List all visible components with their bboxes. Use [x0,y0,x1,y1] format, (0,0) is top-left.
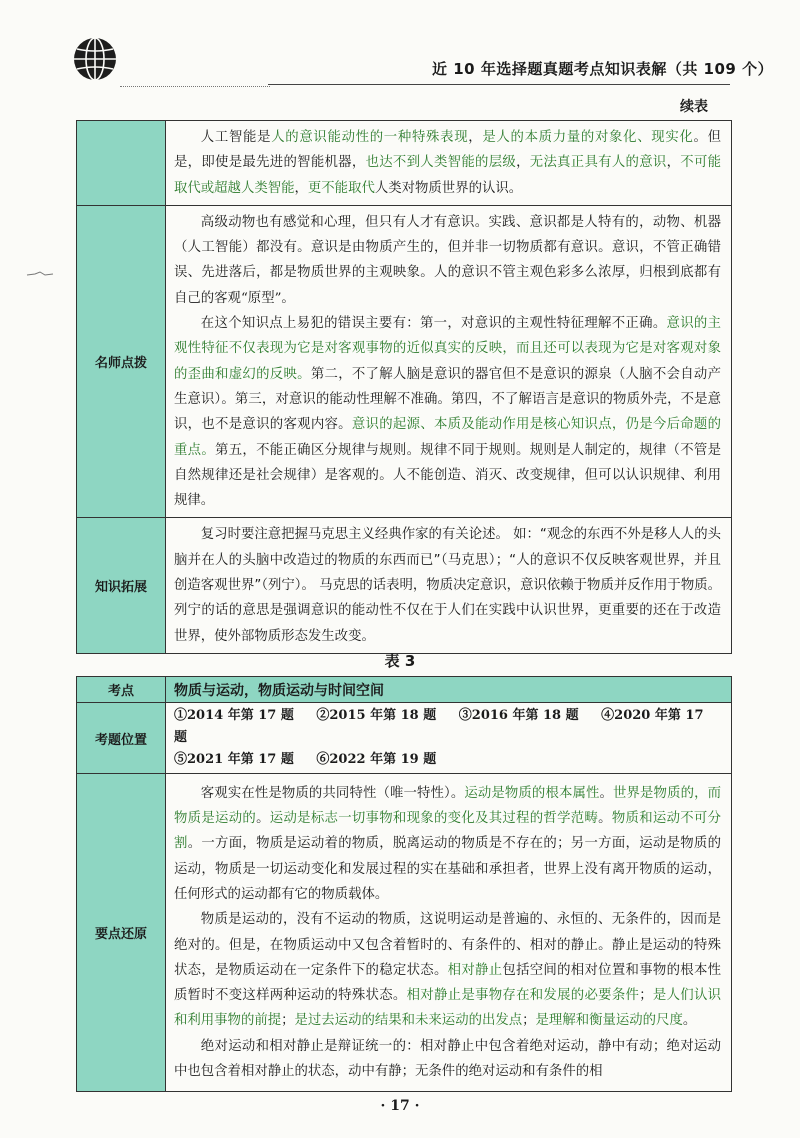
paragraph [174,907,721,1033]
highlighted-text: 人的意识能动性的一种特殊表现 [271,130,469,145]
highlighted-text: 物质和运动不可分割 [174,811,722,852]
text-run: 包括空间的相对位置和事物的根本性质暂时不变这样两种运动的特殊状态。 [174,962,722,1004]
text-run: ； [281,1013,295,1029]
row-label: 名师点拨 [77,205,166,518]
exam-position: ①2014 年第 17 题 [174,708,294,723]
highlighted-text: 世界是物质的，而物质是运动的 [174,785,721,827]
knowledge-table-3 [76,676,732,1092]
topic-label: 考点 [77,677,166,703]
highlighted-text: 更不能取代 [307,180,375,196]
text-run: 人类对物质世界的认识。 [374,180,523,196]
page-number: · 17 · [380,1098,420,1114]
text-run: 第二，不了解人脑是意识的器官但不是意识的源泉（人脑不会自动产生意识）。第三，对意识的能动性理解不准确。第四，不了解语言是意识的物质外壳，不是意识，也不是意识的客观内容。 [174,366,722,433]
table-row [77,205,732,518]
highlighted-text: 相对静止是事物存在和发展的必要条件 [406,988,640,1004]
positions-line-1 [174,705,723,749]
text-run: ， [516,155,530,171]
margin-mark [26,270,54,278]
header-rule [268,84,730,85]
running-header-title: 近 10 年选择题真题考点知识表解（共 109 个） [432,60,774,78]
table-row [77,703,732,774]
knowledge-table-continued [76,120,732,654]
continued-label: 续表 [680,99,708,115]
text-run: 人工智能是 [200,130,272,145]
review-label: 要点还原 [77,774,166,1092]
highlighted-text: 是理解和衡量运动的尺度 [535,1013,683,1029]
highlighted-text: 意识的起源、本质及能动作用是核心知识点，仍是今后命题的重点。 [174,417,722,458]
table-row [77,518,732,653]
text-run: 。 [682,1013,697,1029]
highlighted-text: 是人们认识和利用事物的前提 [174,988,722,1029]
exam-positions [166,703,732,774]
position-label: 考题位置 [77,703,166,774]
highlighted-text: 无法真正具有人的意识 [529,155,667,171]
exam-position: ③2016 年第 18 题 [458,708,579,723]
paragraph [174,1034,721,1085]
topic-title: 物质与运动，物质运动与时间空间 [166,677,732,703]
text-run: 。但是，即使是最先进的智能机器， [174,130,721,171]
text-run: 。一方面，物质是运动着的物质，脱离运动的物质是不存在的；另一方面，运动是物质的运动，物质是一切运动变化和发展过程的实在基础和承担者，世界上没有离开物质的运动，任何形式的运动都有它的物质载体。 [174,836,722,902]
table-row [77,774,732,1092]
text-run: 物质是运动的，没有不运动的物质，这说明运动是普遍的、永恒的、无条件的，因而是绝对的。但是，在物质运动中又包含着暂时的、有条件的、相对的静止。静止是运动的特殊状态，是物质运动在一定条件下的稳定状态。 [174,912,721,978]
text-run: 绝对运动和相对静止是辩证统一的：相对静止中包含着绝对运动，静中有动；绝对运动中也包含着相对静止的状态，动中有静；无条件的绝对运动和有条件的相 [174,1038,721,1079]
text-run: 复习时要注意把握马克思主义经典作家的有关论述。 如：“观念的东西不外是移人人的头脑并在人的头脑中改造过的物质的东西而已”（马克思）；“人的意识不仅反映客观世界，并且创造客观世界”（列宁）。 马克思的话表明，物质决定意识，意识依赖于物质并反作用于物质。 列宁的话的意思是强调意识的能动性不仅在于人们在实践中认识世界，更重要的还在于改造世界，使外部物质形态发生改变。 [174,527,721,644]
highlighted-text: 运动是标志一切事物和现象的变化及其过程的哲学范畴 [269,811,599,827]
header-dotted-line [120,60,270,87]
highlighted-text: 运动是物质的根本属性 [464,785,600,801]
row-label: 知识拓展 [77,518,166,653]
highlighted-text: 意识的主观性特征不仅表现为它是对客观事物的近似真实的反映，而且还可以表现为它是对客观对象的歪曲和虚幻的反映。 [174,316,721,382]
exam-position: ⑥2022 年第 19 题 [316,752,437,767]
paragraph [174,781,721,907]
positions-line-2 [174,749,723,771]
table-row [77,677,732,703]
exam-position: ②2015 年第 18 题 [316,708,437,723]
table-title: 表 3 [384,652,416,670]
highlighted-text: 也达不到人类智能的层级 [365,155,517,171]
paragraph [174,210,721,311]
text-run: ， [468,130,483,145]
table-row [77,121,732,206]
text-run: ； [639,988,653,1004]
text-run: ； [522,1013,536,1029]
globe-logo-icon [72,36,118,82]
text-run: ， [294,180,308,196]
highlighted-text: 是人的本质力量的对象化、现实化 [482,130,694,145]
text-run: 客观实在性是物质的共同特性（唯一特性）。 [200,785,465,801]
exam-position: ④2020 年第 17 题 [174,708,704,745]
highlighted-text: 是过去运动的结果和未来运动的出发点 [294,1013,523,1029]
highlighted-text: 不可能取代或超越人类智能 [174,155,722,196]
paragraph [174,311,721,513]
text-run: 。 [598,811,612,827]
row-content [166,205,732,518]
text-run: 。 [256,811,270,827]
row-content [166,121,732,206]
paragraph [174,522,721,648]
text-run: ， [666,155,681,171]
text-run: 第五，不能正确区分规律与规则。规律不同于规则。规则是人制定的，规律（不管是自然规律还是社会规律）是客观的。人不能创造、消灭、改变规律，但可以认识规律、利用规律。 [174,442,721,509]
paragraph [174,125,721,201]
row-label [77,121,166,206]
row-content [166,518,732,653]
text-run: 。 [599,785,614,801]
review-content [166,774,732,1092]
text-run: 高级动物也有感觉和心理，但只有人才有意识。实践、意识都是人特有的，动物、机器（人工智能）都没有。意识是由物质产生的，但并非一切物质都有意识。意识，不管正确错误、先进落后，都是物质世界的主观映象。人的意识不管主观色彩多么浓厚，归根到底都有自己的客观“原型”。 [174,214,721,306]
highlighted-text: 相对静止 [447,962,503,978]
exam-position: ⑤2021 年第 17 题 [174,752,294,767]
text-run: 在这个知识点上易犯的错误主要有：第一，对意识的主观性特征理解不正确。 [200,316,667,332]
